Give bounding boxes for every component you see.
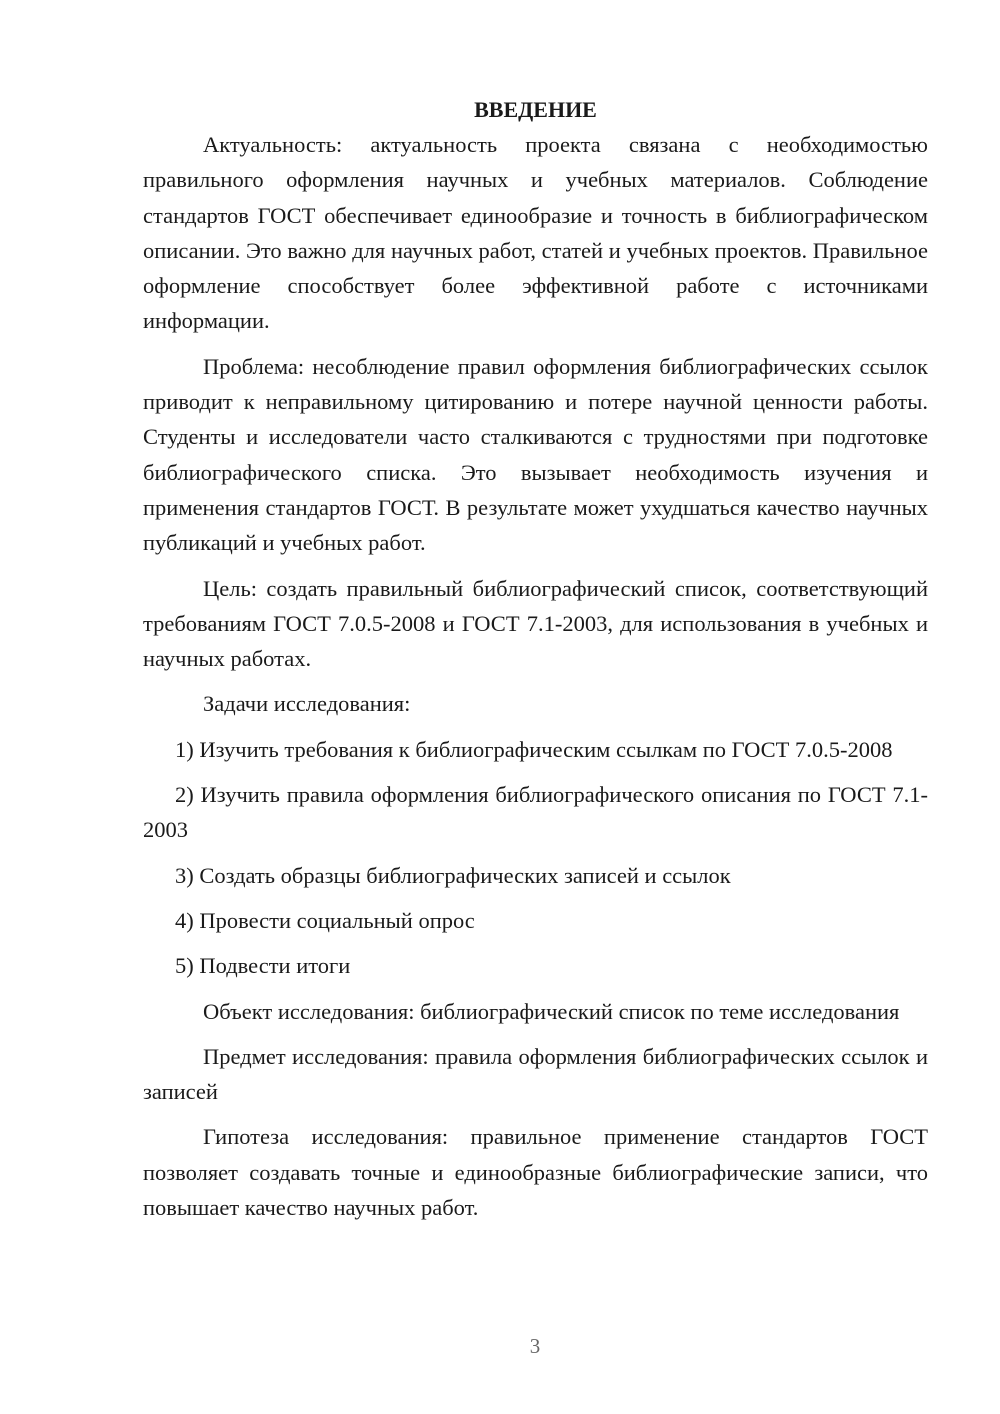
paragraph-gap	[143, 722, 928, 732]
paragraph-problem: Проблема: несоблюдение правил оформления библиографических ссылок приводит к неправильному цитированию и потере научной ценности работы. Студенты и исследователи часто сталкиваются с трудностями при подготовке библиографического списка. Это вызывает необходимость изучения и применения стандартов ГОСТ. В результате может ухудшаться качество научных публикаций и учебных работ.	[143, 353, 928, 556]
page-number: 3	[529, 1334, 541, 1358]
paragraph-gap	[143, 1109, 928, 1119]
task-item-1: 1) Изучить требования к библиографическим ссылкам по ГОСТ 7.0.5-2008	[175, 736, 893, 762]
task-item-5: 5) Подвести итоги	[175, 953, 351, 979]
paragraph-gap	[143, 767, 928, 777]
page-title: ВВЕДЕНИЕ	[474, 97, 597, 122]
paragraph-hypothesis: Гипотеза исследования: правильное применение стандартов ГОСТ позволяет создавать точные и единообразные библиографические записи, что повышает качество научных работ.	[143, 1124, 928, 1221]
paragraph-gap	[143, 984, 928, 994]
paragraph-goal: Цель: создать правильный библиографический список, соответствующий требованиям ГОСТ 7.0.5-2008 и ГОСТ 7.1-2003, для использования в учебных и научных работах.	[143, 575, 928, 672]
task-item-4: 4) Провести социальный опрос	[175, 907, 475, 933]
paragraph-gap	[143, 893, 928, 903]
paragraph-gap	[143, 676, 928, 686]
paragraph-gap	[143, 1029, 928, 1039]
task-item-3: 3) Создать образцы библиографических записей и ссылок	[175, 862, 731, 888]
paragraph-object: Объект исследования: библиографический список по теме исследования	[203, 998, 900, 1024]
tasks-heading: Задачи исследования:	[203, 691, 411, 717]
paragraph-relevance: Актуальность: актуальность проекта связана с необходимостью правильного оформления научных и учебных материалов. Соблюдение стандартов ГОСТ обеспечивает единообразие и точность в библиографическом описании. Это важно для научных работ, статей и учебных проектов. Правильное оформление способствует более эффективной работе с источниками информации.	[143, 132, 928, 334]
paragraph-gap	[143, 848, 928, 858]
document-page	[143, 92, 928, 1225]
paragraph-gap	[143, 561, 928, 571]
paragraph-gap	[143, 339, 928, 349]
task-item-2: 2) Изучить правила оформления библиографического описания по ГОСТ 7.1-2003	[143, 782, 928, 843]
paragraph-gap	[143, 938, 928, 948]
paragraph-subject: Предмет исследования: правила оформления библиографических ссылок и записей	[143, 1043, 928, 1105]
